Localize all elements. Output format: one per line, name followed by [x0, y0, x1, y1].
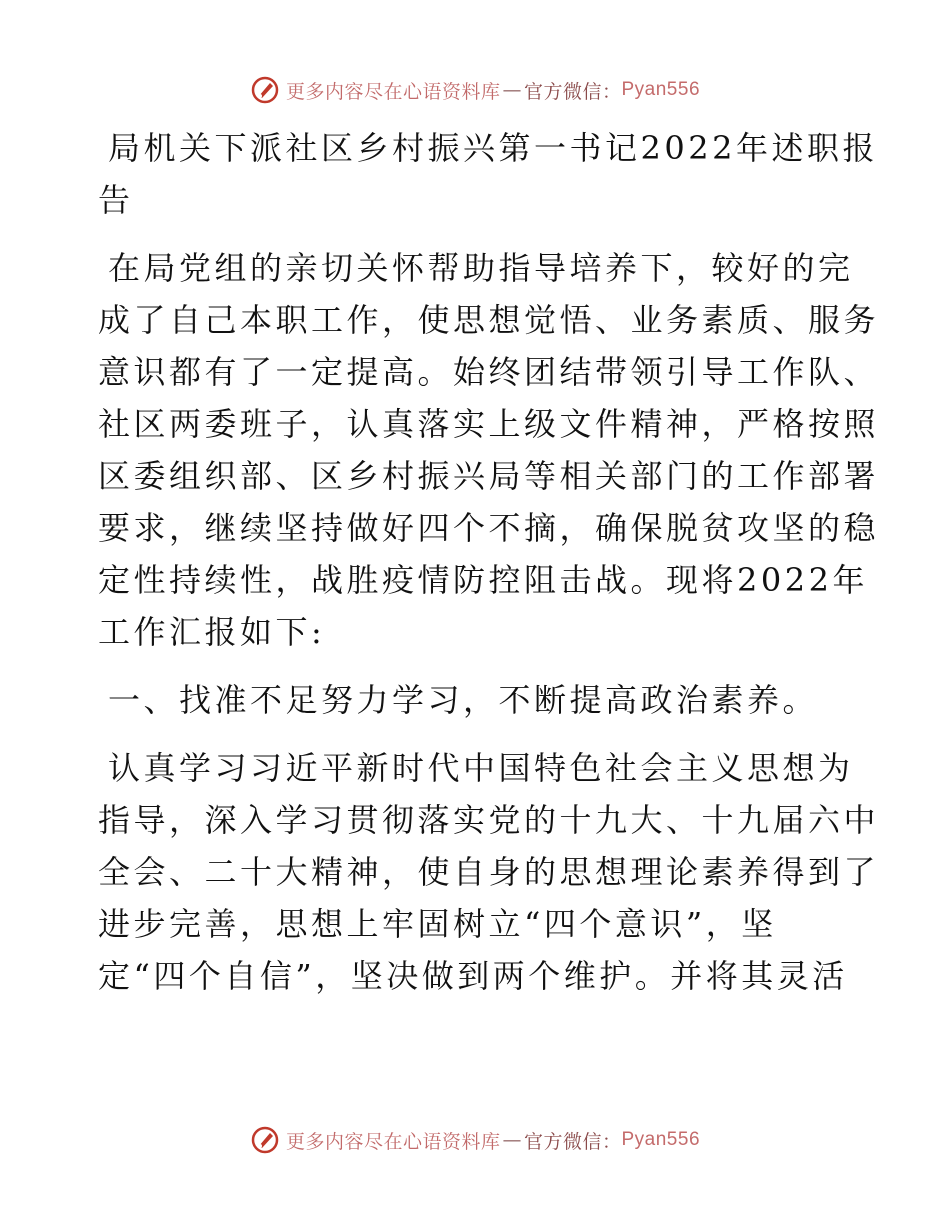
watermark-wechat-id: Pyan556: [621, 79, 701, 100]
title-line: 告: [98, 181, 134, 219]
watermark-official: 官方微信：: [523, 1130, 622, 1153]
document-body: [98, 122, 880, 1018]
paragraph-study: [98, 742, 880, 1002]
text-line: 进步完善，思想上牢固树立“四个意识”，坚: [98, 905, 777, 943]
text-line: 要求，继续坚持做好四个不摘，确保脱贫攻坚的稳: [98, 509, 880, 547]
text-line: 全会、二十大精神，使自身的思想理论素养得到了: [98, 853, 880, 891]
brand-logo-icon: [250, 1125, 280, 1155]
text-line: 工作汇报如下:: [98, 613, 326, 651]
text-line: 社区两委班子，认真落实上级文件精神，严格按照: [98, 405, 880, 443]
text-line: 指导，深入学习贯彻落实党的十九大、十九届六中: [98, 801, 880, 839]
heading-line: 一、找准不足努力学习，不断提高政治素养。: [108, 681, 819, 719]
section-heading-1: [98, 674, 858, 726]
watermark-separator: —: [502, 79, 522, 101]
watermark-footer: [0, 1120, 950, 1160]
text-line: 区委组织部、区乡村振兴局等相关部门的工作部署: [98, 457, 880, 495]
paragraph-intro: [98, 242, 880, 658]
watermark-wechat-id: Pyan556: [621, 1129, 701, 1150]
text-line: 认真学习习近平新时代中国特色社会主义思想为: [108, 749, 854, 787]
text-line: 成了自己本职工作，使思想觉悟、业务素质、服务: [98, 301, 880, 339]
text-line: 定“四个自信”，坚决做到两个维护。并将其灵活: [98, 957, 848, 995]
document-title: [98, 122, 878, 226]
watermark-brand: 更多内容尽在心语资料库: [285, 1130, 501, 1153]
text-line: 意识都有了一定提高。始终团结带领引导工作队、: [98, 353, 880, 391]
text-line: 定性持续性，战胜疫情防控阻击战。现将2022年: [98, 561, 868, 599]
watermark-header: [0, 70, 950, 110]
title-line: 局机关下派社区乡村振兴第一书记2022年述职报: [108, 129, 878, 167]
watermark-brand: 更多内容尽在心语资料库: [285, 80, 501, 103]
watermark-official: 官方微信：: [523, 80, 622, 103]
brand-logo-icon: [250, 75, 280, 105]
watermark-separator: —: [502, 1129, 522, 1151]
text-line: 在局党组的亲切关怀帮助指导培养下，较好的完: [108, 249, 854, 287]
